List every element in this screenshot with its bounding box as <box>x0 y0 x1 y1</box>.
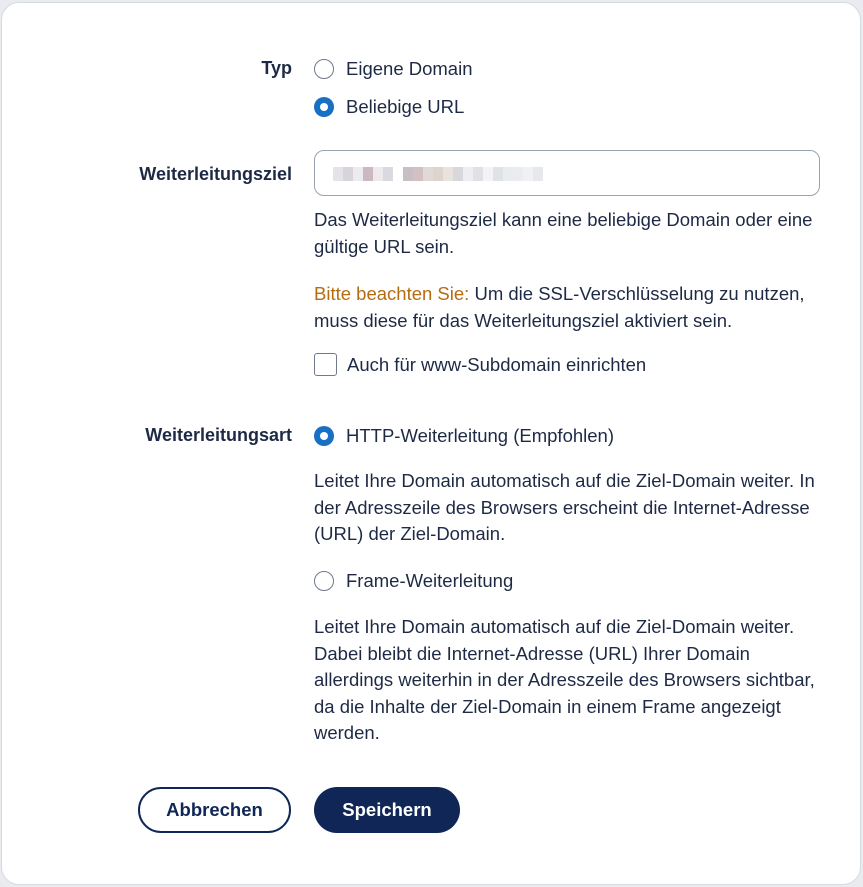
ssl-note-prefix: Bitte beachten Sie: <box>314 283 470 304</box>
radio-own-domain-indicator[interactable] <box>314 59 334 79</box>
target-input-blurred-value <box>333 167 543 181</box>
radio-own-domain-label: Eigene Domain <box>346 58 473 79</box>
http-redirect-description: Leitet Ihre Domain automatisch auf die Ziel-Domain weiter. In der Adresszeile des Browsers erscheint die Internet-Adresse (URL) der Ziel-Domain. <box>314 470 815 544</box>
type-label: Typ <box>261 58 292 78</box>
radio-frame-redirect-indicator[interactable] <box>314 571 334 591</box>
radio-http-redirect-indicator[interactable] <box>314 426 334 446</box>
cancel-button[interactable]: Abbrechen <box>138 787 291 833</box>
frame-redirect-description: Leitet Ihre Domain automatisch auf die Ziel-Domain weiter. Dabei bleibt die Internet-Adresse (URL) Ihrer Domain allerdings weiterhin in der Adresszeile des Browsers sichtbar, da die Inhalte der Ziel-Domain in einem Frame angezeigt werden. <box>314 616 815 743</box>
radio-http-redirect-label: HTTP-Weiterleitung (Empfohlen) <box>346 425 614 446</box>
radio-frame-redirect[interactable] <box>314 570 513 592</box>
radio-own-domain[interactable] <box>314 58 473 80</box>
radio-any-url[interactable] <box>314 96 464 118</box>
ssl-note-text: Um die SSL-Verschlüsselung zu nutzen, muss diese für das Weiterleitungsziel aktiviert sein. <box>314 283 805 331</box>
ssl-note <box>314 281 826 334</box>
radio-any-url-label: Beliebige URL <box>346 96 465 117</box>
www-subdomain-checkbox[interactable] <box>314 353 646 376</box>
redirect-settings-card <box>1 2 861 885</box>
target-label: Weiterleitungsziel <box>139 164 292 184</box>
radio-http-redirect[interactable] <box>314 425 614 447</box>
www-subdomain-checkbox-label: Auch für www-Subdomain einrichten <box>347 353 647 375</box>
target-help-text: Das Weiterleitungsziel kann eine beliebige Domain oder eine gültige URL sein. <box>314 209 813 257</box>
target-input[interactable] <box>314 150 820 196</box>
radio-frame-redirect-label: Frame-Weiterleitung <box>346 570 514 591</box>
www-subdomain-checkbox-box[interactable] <box>314 353 337 376</box>
radio-any-url-indicator[interactable] <box>314 97 334 117</box>
redirect-type-label: Weiterleitungsart <box>145 425 292 445</box>
save-button[interactable]: Speichern <box>314 787 460 833</box>
